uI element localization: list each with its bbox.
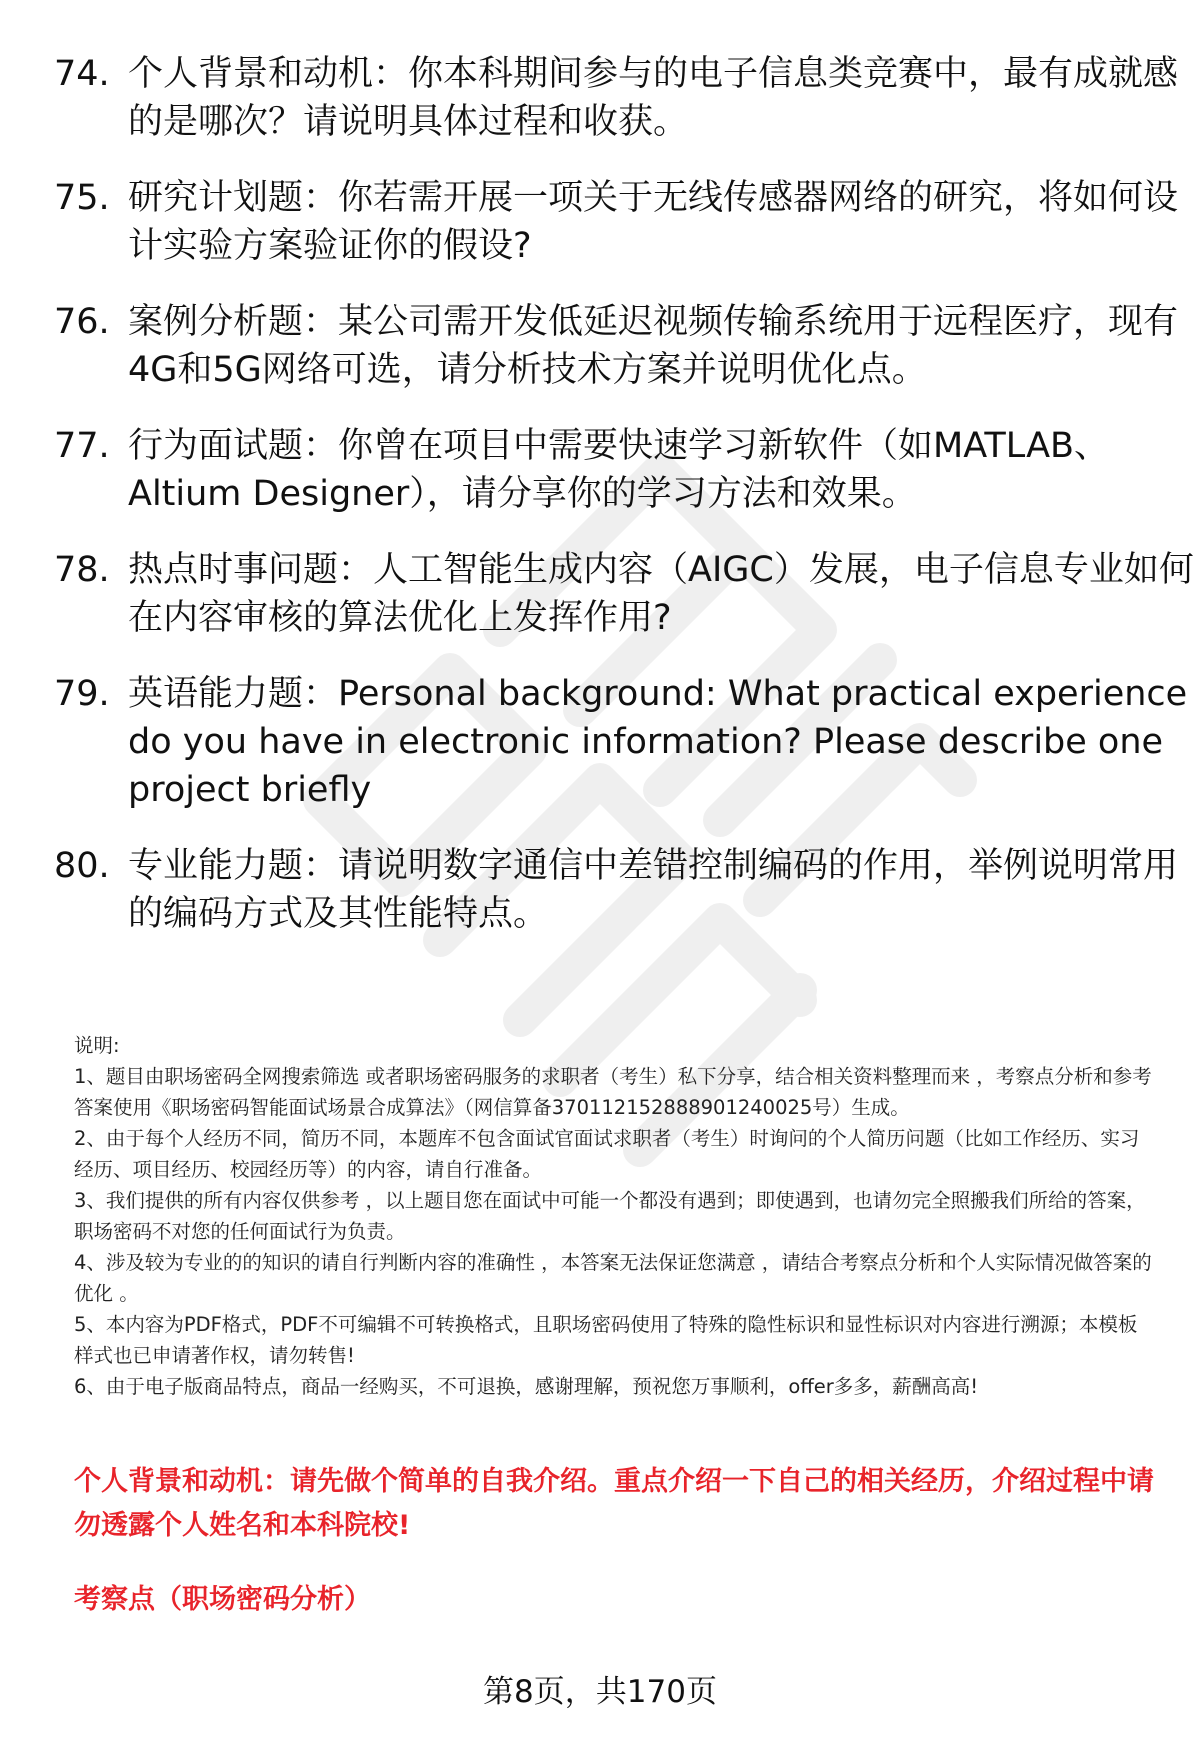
question-number: 79. bbox=[54, 674, 110, 714]
page-number: 第8页，共170页 bbox=[483, 1674, 717, 1710]
question-item-79 bbox=[54, 670, 1188, 814]
question-number: 78. bbox=[54, 550, 110, 590]
highlight-section bbox=[74, 1460, 1154, 1620]
question-item-75 bbox=[54, 174, 1179, 270]
question-number: 77. bbox=[54, 426, 110, 466]
question-text: 热点时事问题：人工智能生成内容（AIGC）发展，电子信息专业如何在内容审核的算法优化上发挥作用? bbox=[128, 550, 1194, 638]
question-item-76 bbox=[54, 298, 1179, 394]
notes-item-4: 4、涉及较为专业的的知识的请自行判断内容的准确性 ，本答案无法保证您满意 ，请结合考察点分析和个人实际情况做答案的优化 。 bbox=[74, 1251, 1152, 1305]
question-text: 研究计划题：你若需开展一项关于无线传感器网络的研究，将如何设计实验方案验证你的假设? bbox=[128, 178, 1179, 266]
question-item-74 bbox=[54, 50, 1179, 146]
question-list bbox=[0, 50, 1200, 966]
notes-item-5: 5、本内容为PDF格式，PDF不可编辑不可转换格式，且职场密码使用了特殊的隐性标识和显性标识对内容进行溯源；本模板样式也已申请著作权，请勿转售! bbox=[74, 1313, 1138, 1367]
question-text: 案例分析题：某公司需开发低延迟视频传输系统用于远程医疗，现有4G和5G网络可选，请分析技术方案并说明优化点。 bbox=[128, 302, 1179, 390]
question-text: 个人背景和动机：你本科期间参与的电子信息类竞赛中，最有成就感的是哪次？请说明具体过程和收获。 bbox=[128, 54, 1179, 142]
notes-item-2: 2、由于每个人经历不同，简历不同，本题库不包含面试官面试求职者（考生）时询问的个人简历问题（比如工作经历、实习经历、项目经历、校园经历等）的内容，请自行准备。 bbox=[74, 1127, 1140, 1181]
question-number: 75. bbox=[54, 178, 110, 218]
notes-item-3: 3、我们提供的所有内容仅供参考 ，以上题目您在面试中可能一个都没有遇到；即使遇到，也请勿完全照搬我们所给的答案，职场密码不对您的任何面试行为负责。 bbox=[74, 1189, 1146, 1243]
highlight-question: 个人背景和动机：请先做个简单的自我介绍。重点介绍一下自己的相关经历，介绍过程中请勿透露个人姓名和本科院校! bbox=[74, 1466, 1154, 1541]
question-text: 行为面试题：你曾在项目中需要快速学习新软件（如MATLAB、Altium Designer），请分享你的学习方法和效果。 bbox=[128, 426, 1110, 514]
question-item-78 bbox=[54, 546, 1194, 642]
analysis-heading: 考察点（职场密码分析） bbox=[74, 1584, 371, 1615]
question-text: 英语能力题：Personal background: What practical experience do you have in electronic information? Please describe one project briefly bbox=[128, 674, 1188, 810]
notes-item-1: 1、题目由职场密码全网搜索筛选 或者职场密码服务的求职者（考生）私下分享，结合相关资料整理而来 ，考察点分析和参考答案使用《职场密码智能面试场景合成算法》（网信算备370112152888901240025号）生成。 bbox=[74, 1065, 1152, 1119]
question-text: 专业能力题：请说明数字通信中差错控制编码的作用，举例说明常用的编码方式及其性能特点。 bbox=[128, 846, 1179, 934]
question-item-80 bbox=[54, 842, 1179, 938]
notes-section bbox=[74, 1030, 1154, 1402]
notes-title: 说明: bbox=[74, 1034, 120, 1057]
question-number: 80. bbox=[54, 846, 110, 886]
question-item-77 bbox=[54, 422, 1154, 518]
question-number: 76. bbox=[54, 302, 110, 342]
notes-item-6: 6、由于电子版商品特点，商品一经购买，不可退换，感谢理解，预祝您万事顺利，offer多多，薪酬高高! bbox=[74, 1375, 979, 1398]
question-number: 74. bbox=[54, 54, 110, 94]
